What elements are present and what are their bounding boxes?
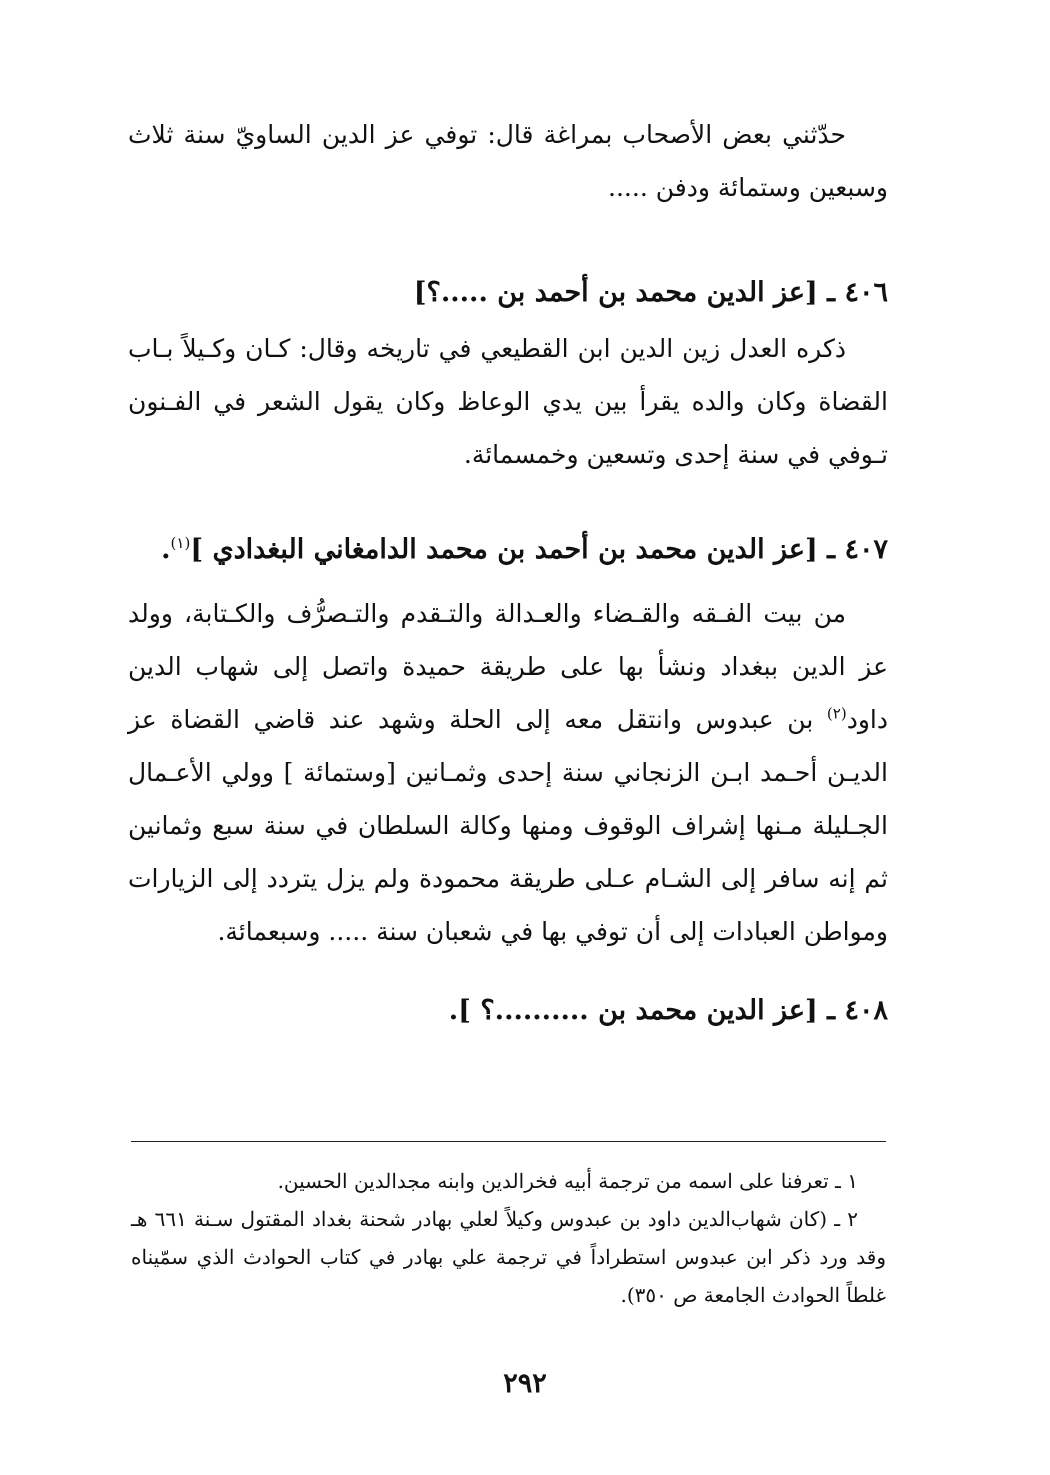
footnote-divider <box>131 1141 886 1142</box>
entry-407-body-part1: من بيت الفـقه والقـضاء والعـدالة والتـقدم والتـصرُّف والكـتابة، وولد عز الدين ببغداد ونشأ بها على طريقة حميدة واتصل إلى شهاب الدين داود <box>128 599 888 734</box>
footnote-2: ٢ ـ (كان شهاب‌الدين داود بن عبدوس وكيلاً لعلي بهادر شحنة بغداد المقتول سـنة ٦٦١ هـ وقد ورد ذكر ابن عبدوس استطراداً في ترجمة علي بهادر في كتاب الحوادث الذي سمّيناه غلطاً الحوادث الجامعة ص ٣٥٠). <box>131 1207 886 1307</box>
intro-paragraph: حدّثني بعض الأصحاب بمراغة قال: توفي عز الدين الساويّ سنة ثلاث وسبعين وستمائة ودفن ..... <box>128 120 888 202</box>
footnote-ref-2[interactable]: (٢) <box>826 704 847 723</box>
entry-406-body-block <box>128 322 888 481</box>
entry-406-heading: ٤٠٦ ـ [عز الدين محمد بن أحمد بن .....؟] <box>413 277 888 308</box>
entry-408-heading-block <box>128 986 888 1036</box>
entry-407-body <box>128 587 888 958</box>
footnote-ref-1[interactable]: (١) <box>170 534 191 552</box>
entry-407-body-block <box>128 587 888 958</box>
entry-407-heading <box>128 525 888 575</box>
page-number: ٢٩٢ <box>503 1368 547 1399</box>
entry-407-body-part2: بن عبدوس وانتقل معه إلى الحلة وشهد عند قاضي القضاة عز الديـن أحـمد ابـن الزنجاني سنة إحدى وثمـانين [وستمائة ] وولي الأعـمال الجـليلة مـنها إشراف الوقوف ومنها وكالة السلطان في سنة سبع وثمانين ثم إنه سافر إلى الشـام عـلى طريقة محمودة ولم يزل يتردد إلى الزيارات ومواطن العبادات إلى أن توفي بها في شعبان سنة ..... وسبعمائة. <box>128 705 888 946</box>
entry-406-heading-block <box>128 268 888 318</box>
entry-406-body: ذكره العدل زين الدين ابن القطيعي في تاريخه وقال: كـان وكـيلاً بـاب القضاة وكان والده يقرأ بين يدي الوعاظ وكان يقول الشعر في الفـنون تـوفي في سنة إحدى وتسعين وخمسمائة. <box>128 334 888 469</box>
entry-407-heading-block <box>128 525 888 575</box>
footnote-1: ١ ـ تعرفنا على اسمه من ترجمة أبيه فخرالدين وابنه مجدالدين الحسين. <box>277 1169 858 1193</box>
footnotes-section <box>131 1162 886 1314</box>
entry-407-heading-text: ٤٠٧ ـ [عز الدين محمد بن أحمد بن محمد الدامغاني البغدادي ] <box>190 534 888 565</box>
intro-paragraph-block <box>128 108 888 214</box>
entry-407-heading-tail: . <box>161 534 171 565</box>
entry-408-heading: ٤٠٨ ـ [عز الدين محمد بن ..........؟ ]. <box>448 995 888 1026</box>
